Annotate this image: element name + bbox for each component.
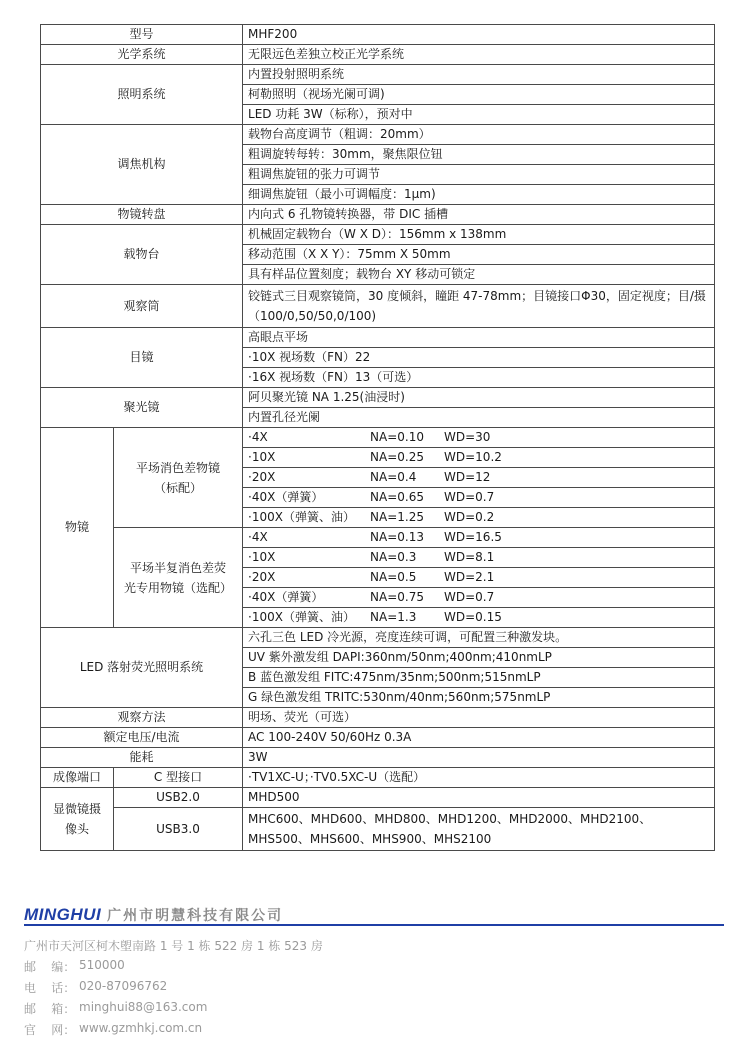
port-value: ·TV1XC-U；·TV0.5XC-U（选配）: [243, 768, 715, 788]
tel-number: 020-87096762: [79, 979, 168, 993]
plan-objective-label: 平场消色差物镜 （标配）: [114, 428, 243, 528]
illum-value: 柯勒照明（视场光阑可调): [243, 85, 715, 105]
nosepiece-value: 内向式 6 孔物镜转换器，带 DIC 插槽: [243, 205, 715, 225]
eyepiece-value: ·10X 视场数（FN）22: [243, 348, 715, 368]
objective-row: ·4X NA=0.10 WD=30: [248, 430, 491, 444]
zip-code: 510000: [79, 958, 125, 972]
objective-label: 物镜: [41, 428, 114, 628]
power-label: 能耗: [41, 748, 243, 768]
objective-row: ·10X NA=0.3 WD=8.1: [248, 550, 495, 564]
voltage-label: 额定电压/电流: [41, 728, 243, 748]
objective-row: ·100X（弹簧、油） NA=1.3 WD=0.15: [248, 610, 502, 624]
objective-row: ·20X NA=0.4 WD=12: [248, 470, 491, 484]
condenser-label: 聚光镜: [41, 388, 243, 428]
led-label: LED 落射荧光照明系统: [41, 628, 243, 708]
objective-row: ·10X NA=0.25 WD=10.2: [248, 450, 502, 464]
footer: [24, 903, 724, 1037]
tel-line: 电 话： 020-87096762: [24, 979, 168, 995]
condenser-value: 阿贝聚光镜 NA 1.25(油浸时): [243, 388, 715, 408]
tube-value: 铰链式三目观察镜筒，30 度倾斜，瞳距 47-78mm；目镜接口Φ30，固定视度；目/摄（100/0,50/50,0/100): [243, 285, 715, 328]
voltage-value: AC 100-240V 50/60Hz 0.3A: [243, 728, 715, 748]
semi-objective-label: 平场半复消色差荧 光专用物镜（选配）: [114, 528, 243, 628]
model-label: 型号: [41, 25, 243, 45]
focus-value: 粗调旋转每转：30mm，聚焦限位钮: [243, 145, 715, 165]
focus-value: 粗调焦旋钮的张力可调节: [243, 165, 715, 185]
objective-row: ·40X（弹簧） NA=0.75 WD=0.7: [248, 590, 495, 604]
optics-label: 光学系统: [41, 45, 243, 65]
led-value: 六孔三色 LED 冷光源，亮度连续可调，可配置三种激发块。: [243, 628, 715, 648]
focus-value: 细调焦旋钮（最小可调幅度：1μm): [243, 185, 715, 205]
company-logo: MINGHUI: [24, 905, 102, 924]
web-line: 官 网： www.gzmhkj.com.cn: [24, 1021, 203, 1037]
port-label: 成像端口: [41, 768, 114, 788]
method-value: 明场、荧光（可选）: [243, 708, 715, 728]
illum-value: 内置投射照明系统: [243, 65, 715, 85]
tube-label: 观察筒: [41, 285, 243, 328]
led-value: B 蓝色激发组 FITC:475nm/35nm;500nm;515nmLP: [243, 668, 715, 688]
usb2-label: USB2.0: [114, 788, 243, 808]
zip-line: 邮 编： 510000: [24, 958, 125, 974]
objective-row: ·100X（弹簧、油） NA=1.25 WD=0.2: [248, 510, 495, 524]
objective-row: ·20X NA=0.5 WD=2.1: [248, 570, 495, 584]
focus-label: 调焦机构: [41, 125, 243, 205]
illum-value: LED 功耗 3W（标称），预对中: [243, 105, 715, 125]
led-value: UV 紫外激发组 DAPI:360nm/50nm;400nm;410nmLP: [243, 648, 715, 668]
stage-value: 机械固定载物台（W X D）：156mm x 138mm: [243, 225, 715, 245]
stage-value: 移动范围（X X Y）：75mm X 50mm: [243, 245, 715, 265]
eyepiece-value: ·16X 视场数（FN）13（可选）: [243, 368, 715, 388]
usb2-value: MHD500: [243, 788, 715, 808]
condenser-value: 内置孔径光阑: [243, 408, 715, 428]
stage-label: 载物台: [41, 225, 243, 285]
method-label: 观察方法: [41, 708, 243, 728]
eyepiece-value: 高眼点平场: [243, 328, 715, 348]
focus-value: 载物台高度调节（粗调：20mm）: [243, 125, 715, 145]
footer-brand: [24, 903, 724, 925]
mail-line: 邮 箱： minghui88@163.com: [24, 1000, 208, 1016]
model-value: MHF200: [243, 25, 715, 45]
port-sub-label: C 型接口: [114, 768, 243, 788]
illum-label: 照明系统: [41, 65, 243, 125]
objective-row: ·4X NA=0.13 WD=16.5: [248, 530, 502, 544]
usb3-label: USB3.0: [114, 808, 243, 851]
website-link[interactable]: www.gzmhkj.com.cn: [79, 1021, 203, 1035]
stage-value: 具有样品位置刻度；载物台 XY 移动可锁定: [243, 265, 715, 285]
company-address: 广州市天河区柯木塱南路 1 号 1 栋 522 房 1 栋 523 房: [24, 939, 323, 953]
footer-divider: [24, 924, 724, 926]
led-value: G 绿色激发组 TRITC:530nm/40nm;560nm;575nmLP: [243, 688, 715, 708]
company-name: 广州市明慧科技有限公司: [107, 908, 284, 924]
camera-label: 显微镜摄 像头: [41, 788, 114, 851]
email-link[interactable]: minghui88@163.com: [79, 1000, 208, 1014]
nosepiece-label: 物镜转盘: [41, 205, 243, 225]
spec-table: [40, 24, 715, 851]
power-value: 3W: [243, 748, 715, 768]
usb3-value: MHC600、MHD600、MHD800、MHD1200、MHD2000、MHD2100、MHS500、MHS600、MHS900、MHS2100: [243, 808, 715, 851]
eyepiece-label: 目镜: [41, 328, 243, 388]
optics-value: 无限远色差独立校正光学系统: [243, 45, 715, 65]
objective-row: ·40X（弹簧） NA=0.65 WD=0.7: [248, 490, 495, 504]
